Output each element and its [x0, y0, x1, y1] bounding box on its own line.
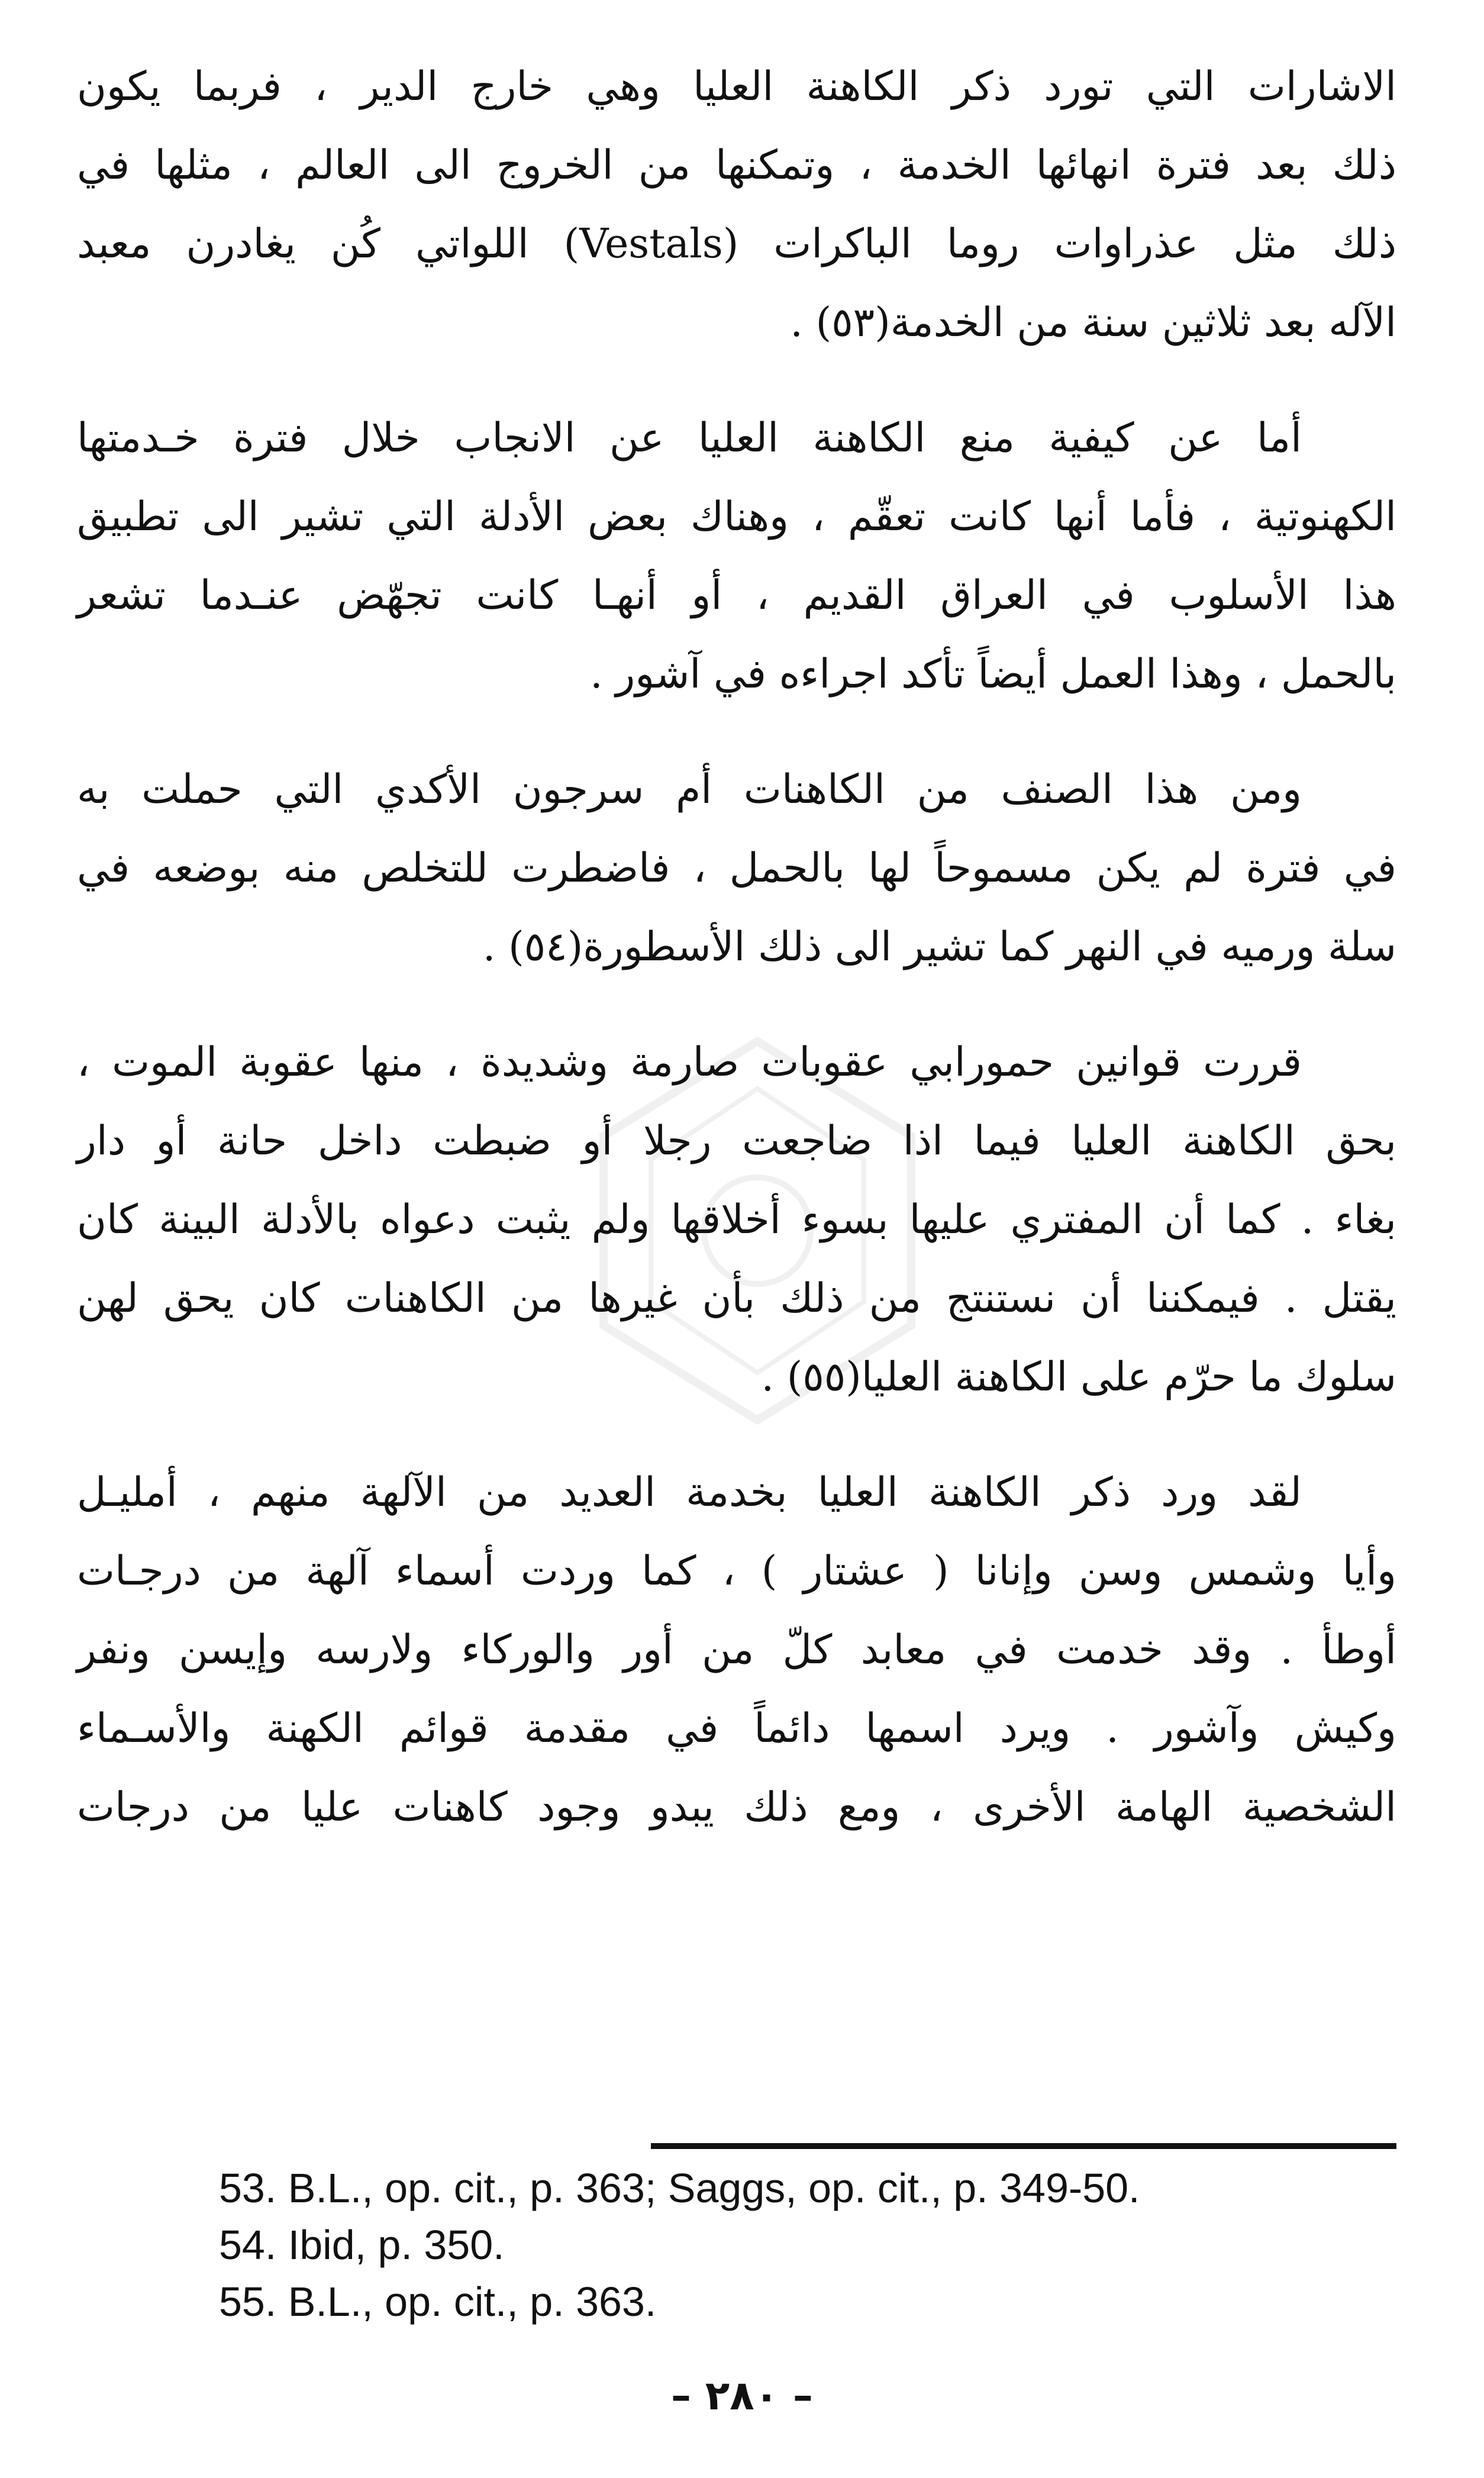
text-line: سلة ورميه في النهر كما تشير الى ذلك الأسطورة(٥٤) . [482, 924, 1396, 970]
text-line: بحق الكاهنة العليا فيما اذا ضاجعت رجلا أو ضبطت داخل حانة أو دار [77, 1118, 1396, 1164]
text-line: ذلك مثل عذراوات روما الباكرات (Vestals) اللواتي كُن يغادرن معبد [77, 221, 1396, 267]
text-line: أما عن كيفية منع الكاهنة العليا عن الانجاب خلال فترة خـدمتها [77, 415, 1302, 462]
text-line: الاشارات التي تورد ذكر الكاهنة العليا وهي خارج الدير ، فربما يكون [77, 63, 1396, 110]
text-line: الآله بعد ثلاثين سنة من الخدمة(٥٣) . [790, 299, 1396, 346]
footnote-53: 53. B.L., op. cit., p. 363; Saggs, op. cit., p. 349-50. [219, 2165, 1140, 2211]
text-line: بغاء . كما أن المفتري عليها بسوء أخلاقها ولم يثبت دعواه بالأدلة البينة كان [77, 1196, 1396, 1243]
paragraph-4 [77, 1023, 1396, 1417]
footnote-divider [651, 2143, 1396, 2149]
text-line: أوطأ . وقد خدمت في معابد كلّ من أور والوركاء ولارسه وإيسن ونفر [77, 1627, 1396, 1673]
text-line: بالحمل ، وهذا العمل أيضاً تأكد اجراءه في آشور . [590, 651, 1396, 698]
text-line: سلوك ما حرّم على الكاهنة العليا(٥٥) . [761, 1354, 1396, 1401]
text-line: الكهنوتية ، فأما أنها كانت تعقّم ، وهناك بعض الأدلة التي تشير الى تطبيق [77, 493, 1396, 540]
page-number: – ٢٨٠ – [671, 2373, 813, 2419]
text-line: لقد ورد ذكر الكاهنة العليا بخدمة العديد من الآلهة منهم ، أمليـل [77, 1469, 1302, 1516]
text-line: وكيش وآشور . ويرد اسمها دائماً في مقدمة قوائم الكهنة والأسـماء [77, 1705, 1396, 1752]
text-line: ذلك بعد فترة انهائها الخدمة ، وتمكنها من الخروج الى العالم ، مثلها في [77, 142, 1396, 189]
text-line: ومن هذا الصنف من الكاهنات أم سرجون الأكدي التي حملت به [77, 766, 1302, 813]
text-line: الشخصية الهامة الأخرى ، ومع ذلك يبدو وجود كاهنات عليا من درجات [77, 1784, 1396, 1831]
paragraph-2 [77, 399, 1396, 714]
body-text [77, 47, 1396, 1883]
text-line: وأيا وشمس وسن وإنانا ( عشتار ) ، كما وردت أسماء آلهة من درجـات [77, 1548, 1396, 1595]
text-line: قررت قوانين حمورابي عقوبات صارمة وشديدة ، منها عقوبة الموت ، [77, 1039, 1302, 1086]
footnote-54: 54. Ibid, p. 350. [219, 2222, 505, 2268]
paragraph-3 [77, 750, 1396, 986]
text-line: في فترة لم يكن مسموحاً لها بالحمل ، فاضطرت للتخلص منه بوضعه في [77, 845, 1396, 892]
text-line: يقتل . فيمكننا أن نستنتج من ذلك بأن غيرها من الكاهنات كان يحق لهن [77, 1275, 1396, 1322]
paragraph-1 [77, 47, 1396, 362]
text-line: هذا الأسلوب في العراق القديم ، أو أنهـا كانت تجهّض عنـدما تشعر [77, 572, 1396, 619]
paragraph-5 [77, 1453, 1396, 1847]
footnotes [219, 2160, 1343, 2330]
footnote-55: 55. B.L., op. cit., p. 363. [219, 2279, 657, 2325]
